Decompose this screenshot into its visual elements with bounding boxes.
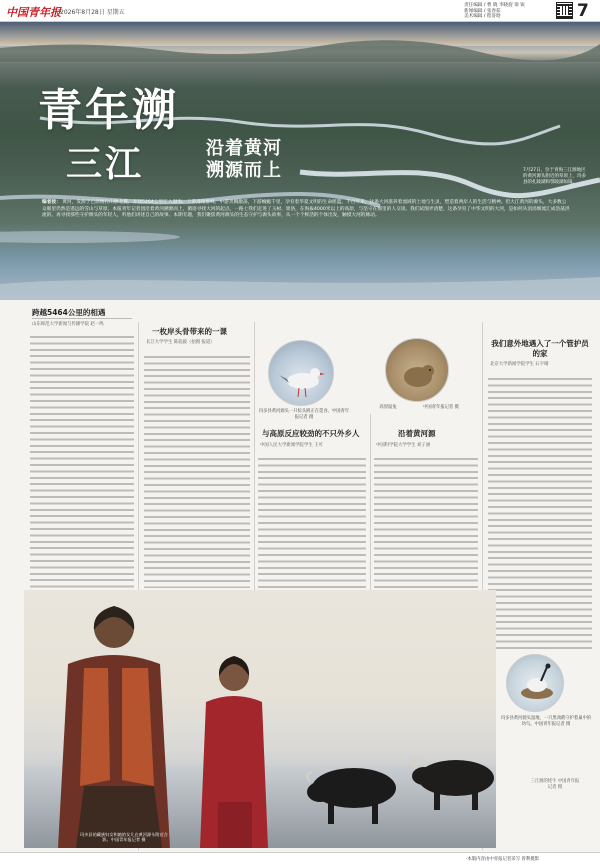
article-text bbox=[144, 356, 250, 588]
footer-text: ·本版内容由中青报记者采写 曾利摄影 bbox=[466, 857, 540, 862]
page-footer bbox=[0, 852, 600, 864]
newspaper-logo: 中国青年报 bbox=[6, 6, 61, 19]
pika-icon bbox=[386, 339, 449, 402]
page-number: 7 bbox=[577, 1, 589, 21]
article-text bbox=[258, 458, 366, 590]
qr-code-icon bbox=[556, 2, 573, 19]
photo-caption: 玛多县黄河源头湿地，一只黑颈鹤守护着巢中的幼鸟。中国青年报记者 摄 bbox=[500, 716, 592, 727]
article-byline: 北京大学新闻学院学生 石宇晴 bbox=[490, 362, 549, 367]
pika-photo bbox=[385, 338, 449, 402]
photo-caption: 三江源的牦牛 中国青年报记者 摄 bbox=[530, 779, 580, 790]
main-photo bbox=[24, 590, 496, 848]
column-divider bbox=[254, 322, 255, 592]
main-photo-caption: 玛多县的藏族妇女和她的女儿在黄河源头附近合影。中国青年报记者 摄 bbox=[80, 832, 168, 843]
editor-note bbox=[42, 200, 570, 220]
photo-caption: 高原鼠兔 bbox=[379, 405, 397, 410]
article-byline: 中国人民大学新闻学院学生 王可 bbox=[260, 443, 323, 448]
editor-line: 新闻编辑 / 张春茹 bbox=[464, 8, 501, 14]
hero-title-line: 三江 bbox=[66, 143, 145, 185]
editor-line: 美术编辑 / 程哥晗 bbox=[464, 14, 501, 20]
article-byline: 中国科学院大学学生 刘子涵 bbox=[376, 443, 431, 448]
article-heading: 沿着黄河源 bbox=[398, 429, 436, 438]
editor-note-body: 黄河，发源于巴颜喀拉山脉北麓，奔涌5464公里汇入渤海。上游漫漫群峰，中游奔腾激荡，下游蜿蜒千里，孕育着华夏文明的生命摇篮。千百年来，这条大河滋养着流域的土地与生灵，塑造着两岸人的生活与精神。但大江黄河的源头，大多数公众眼里仍然是遥远的雪山与草原。本报青年记者团沿着黄河溯源而上，循迹寻找大河的起点。一路上我们走进了玉树、果洛，在海拔4000米以上的高原，与坚守在那里的人交谈。我们试图弄清楚，这条孕育了中华文明的大河，是如何从涓涓细流汇成浩荡洪流的。再寻找那些守护源头的年轻人，听他们讲述自己的故事。本期专题，我们聚焦黄河源头的生态守护与源头故事，从一个个鲜活的个体出发，触摸大河的脉动。 bbox=[42, 200, 570, 219]
gull-photo bbox=[268, 340, 334, 406]
article-byline: 山东师范大学新闻与传播学院 赵一鸣 bbox=[32, 322, 104, 327]
hero-photo-caption: 7月27日，位于青海三江源地区的黄河源头附近的草原上，玛多县的扎陵湖和鄂陵湖如镜。 bbox=[523, 168, 586, 185]
hero-title-line: 青年溯 bbox=[38, 85, 179, 136]
article-heading: 跨越5464公里的相遇 bbox=[32, 307, 132, 319]
article-text bbox=[30, 336, 134, 588]
hero-subtitle: 沿着黄河 bbox=[206, 138, 282, 159]
masthead bbox=[0, 0, 600, 22]
article-heading: 我们意外地遇入了一个管护员的家 bbox=[491, 339, 589, 358]
hero-subtitle: 溯源而上 bbox=[206, 160, 282, 181]
article-byline: 长江大学学生 陈骁毅（拍摄 报道） bbox=[146, 340, 215, 345]
hero-title bbox=[38, 74, 179, 187]
gull-icon bbox=[269, 341, 334, 406]
article-heading: 一枚岸头骨带来的一课 bbox=[152, 327, 227, 336]
issue-date: 2026年8月28日 星期五 bbox=[60, 9, 125, 16]
column-divider bbox=[370, 414, 371, 590]
article-text bbox=[488, 378, 592, 650]
article-text bbox=[374, 458, 478, 590]
article-heading: 与高原反应较劲的不只外乡人 bbox=[262, 429, 360, 438]
photo-caption: 中国青年报记者 摄 bbox=[423, 405, 459, 410]
editor-note-lead: 编者按： bbox=[42, 200, 61, 205]
photo-caption: 玛多县黄河源头一只棕头鸥正在觅食。中国青年报记者 摄 bbox=[258, 409, 350, 420]
crane-icon bbox=[507, 655, 564, 712]
hero-banner bbox=[0, 22, 600, 300]
editor-list bbox=[464, 3, 525, 20]
crane-photo bbox=[506, 654, 564, 712]
people-and-yaks-illustration bbox=[24, 590, 496, 848]
editor-line: 责任编辑 / 曹 晓 李晓旋 梁 锐 bbox=[464, 3, 525, 8]
